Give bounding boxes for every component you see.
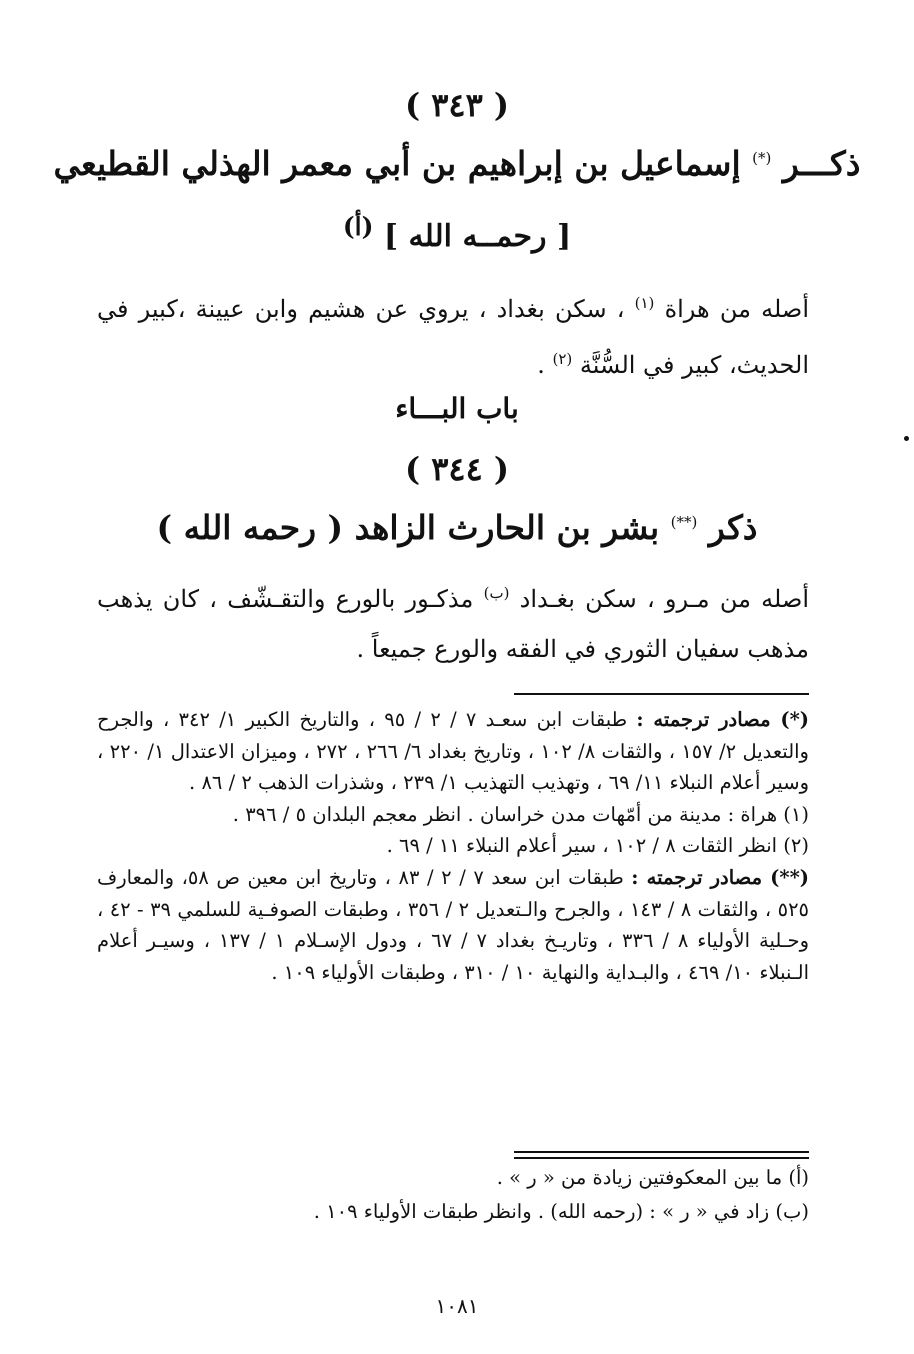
chapter-heading: باب البـــاء bbox=[395, 392, 519, 425]
entry-343-body bbox=[97, 278, 809, 390]
textual-note-b: (ب) زاد في « ر » : (رحمه الله) . وانظر طبقات الأولياء ١٠٩ . bbox=[313, 1200, 809, 1223]
entry-344-title-name: بشر بن الحارث الزاهد ( رحمه الله ) bbox=[156, 508, 660, 547]
entry-343-body-marker-2: (٢) bbox=[552, 350, 573, 368]
entry-343-subtitle-text: [ رحمــه الله ] bbox=[383, 219, 572, 254]
footnote-1: (١) هراة : مدينة من أمّهات مدن خراسان . انظر معجم البلدان ٥ / ٣٩٦ . bbox=[232, 802, 809, 826]
entry-343-body-marker-1: (١) bbox=[634, 294, 655, 312]
entry-344-title-prefix: ذكر bbox=[708, 508, 758, 547]
source-note-label: (*) مصادر ترجمته : bbox=[636, 708, 810, 731]
entry-343-body-part-1: أصله من هراة bbox=[664, 295, 809, 323]
source-note-text: طبقات ابن سعد ٧ / ٢ / ٨٣ ، وتاريخ ابن معين ص ٥٨، والمعارف ٥٢٥ ، والثقات ٨ / ١٤٣ ، والجرح والـتعديل ٢ / ٣٥٦ ، وطبقات الصوفـية للسلمي ٣٩ - ٤٢ ، وحـلية الأولياء ٨ / ٣٣٦ ، وتاريـخ بغداد ٧ / ٦٧ ، ودول الإسـلام ١ / ١٣٧ ، وسيـر أعلام الـنبلاء ١٠/ ٤٦٩ ، والبـداية والنهاية ١٠ / ٣١٠ ، وطبقات الأولياء ١٠٩ . bbox=[97, 865, 810, 984]
textual-note-a: (أ) ما بين المعكوفتين زيادة من « ر » . bbox=[496, 1166, 809, 1189]
margin-dot bbox=[904, 436, 909, 441]
textual-notes-separator bbox=[514, 1151, 809, 1159]
entry-343-subtitle-marker: (أ) bbox=[342, 212, 374, 241]
entry-343-body-part-3: . bbox=[537, 351, 545, 379]
source-note-text: طبقات ابن سعـد ٧ / ٢ / ٩٥ ، والتاريخ الكبير ١/ ٣٤٢ ، والجرح والتعديل ٢/ ١٥٧ ، والثقات ٨/ ١٠٢ ، وتاريخ بغداد ٦/ ٢٦٦ ، ٢٧٢ ، وميزان الاعتدال ١/ ٢٢٠ ، وسير أعلام النبلاء ١١/ ٦٩ ، وتهذيب التهذيب ١/ ٢٣٩ ، وشذرات الذهب ٢ / ٨٦ . bbox=[97, 708, 809, 795]
footnote-separator bbox=[514, 693, 809, 695]
source-note-label: (**) مصادر ترجمته : bbox=[631, 865, 810, 889]
entry-343-title-prefix: ذكـــر bbox=[782, 144, 861, 183]
textual-notes bbox=[97, 1161, 809, 1229]
entry-343-title bbox=[0, 144, 914, 183]
source-notes bbox=[97, 704, 809, 988]
entry-344-title bbox=[0, 508, 914, 547]
entry-343-body-part-2: ، سكن بغداد ، يروي عن هشيم وابن عيينة ،كبير في الحديث، كبير في السُّنَّة bbox=[97, 295, 809, 379]
entry-344-body bbox=[97, 568, 809, 674]
source-note-entry-344 bbox=[97, 862, 809, 988]
entry-344-footnote-marker: (**) bbox=[670, 513, 698, 531]
entry-344-body-part-2: مذكـور بالورع والتقـشّف ، كان يذهب مذهب سفيان الثوري في الفقه والورع جميعاً . bbox=[97, 585, 809, 663]
entry-344-body-marker: (ب) bbox=[483, 584, 510, 602]
entry-344-body-part-1: أصله من مـرو ، سكن بغـداد bbox=[519, 585, 810, 613]
entry-number-344: ( ٣٤٤ ) bbox=[404, 450, 510, 488]
entry-343-subtitle bbox=[0, 212, 914, 254]
entry-343-title-name: إسماعيل بن إبراهيم بن أبي معمر الهذلي القطيعي bbox=[53, 144, 741, 183]
footnote-2: (٢) انظر الثقات ٨ / ١٠٢ ، سير أعلام النبلاء ١١ / ٦٩ . bbox=[386, 834, 809, 858]
entry-343-footnote-marker: (*) bbox=[752, 149, 772, 167]
page-number: ١٠٨١ bbox=[435, 1294, 479, 1318]
source-note-entry-343 bbox=[97, 704, 809, 799]
entry-number-343: ( ٣٤٣ ) bbox=[404, 86, 510, 124]
